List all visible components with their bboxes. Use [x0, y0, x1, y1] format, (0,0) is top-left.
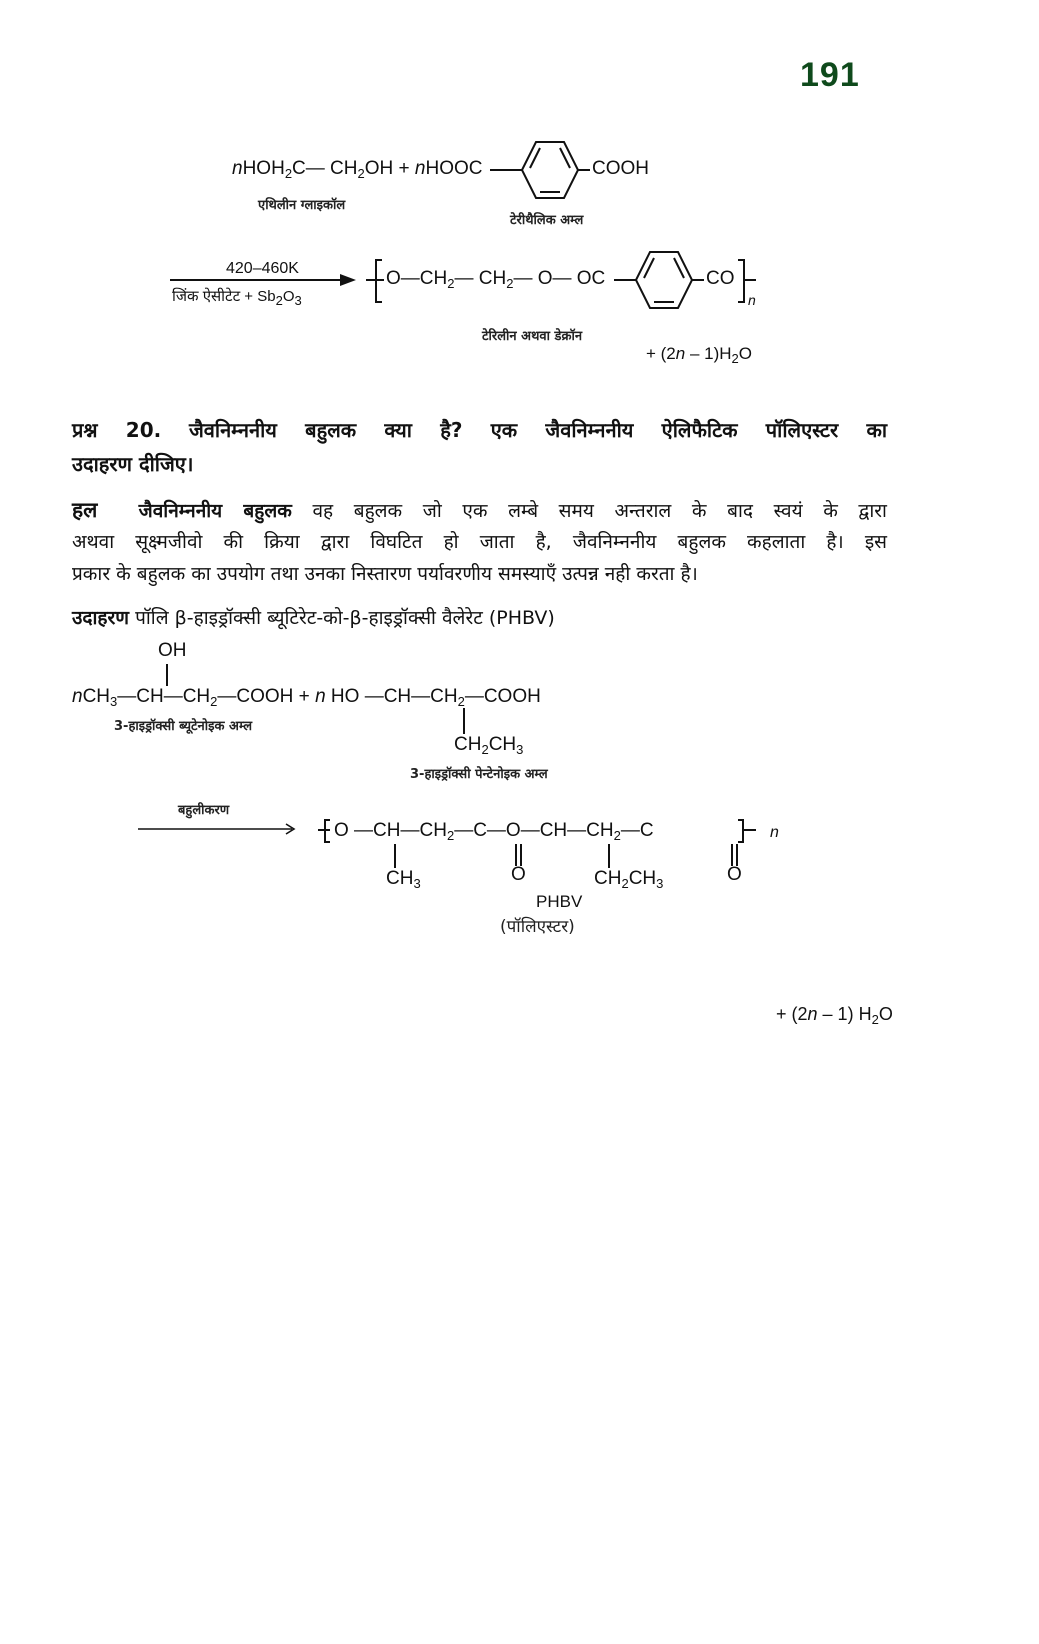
question-line-1: प्रश्न 20. जैवनिम्ननीय बहुलक क्या है? एक जैवनिम्ननीय ऐलिफैटिक पॉलिएस्टर का — [72, 418, 888, 442]
answer-line-3: प्रकार के बहुलक का उपयोग तथा उनका निस्तारण पर्यावरणीय समस्याएँ उत्पन्न नही करता है। — [72, 563, 698, 585]
example-line: उदाहरण पॉलि β-हाइड्रॉक्सी ब्यूटिरेट-को-β-हाइड्रॉक्सी वैलेरेट (PHBV) — [72, 607, 555, 629]
open-bracket-icon — [318, 818, 332, 846]
answer-term: जैवनिम्ननीय बहुलक — [138, 500, 292, 522]
label-polyester: (पॉलिएस्टर) — [500, 917, 575, 937]
bond-line-icon — [393, 844, 397, 868]
answer-line-2: अथवा सूक्ष्मजीवो की क्रिया द्वारा विघटित हो जाता है, जैवनिम्ननीय बहुलक कहलाता है। इस — [72, 531, 887, 553]
byproduct-water: + (2n – 1) $H_2O$ — [776, 1004, 893, 1027]
question-label: प्रश्न 20. — [72, 418, 162, 442]
page-number: 191 — [800, 56, 860, 94]
answer-label: हल — [72, 498, 98, 522]
bond-line-icon — [607, 844, 611, 868]
cooh-group: COOH — [592, 158, 649, 179]
phbv-chain: O $—CH—CH_2—C—O—CH—CH_2—C$ — [334, 820, 654, 843]
example-label: उदाहरण — [72, 607, 130, 629]
question-line-2: उदाहरण दीजिए। — [72, 452, 194, 476]
reactant-3-hydroxybutanoic-acid: $nCH_3—CH—CH_2—COOH + n$ HO $—CH—CH_2—COOH$ — [72, 686, 541, 709]
ethyl-branch: $CH_2CH_3$ — [454, 734, 524, 757]
hydroxyl-group: OH — [158, 640, 187, 661]
double-bond-icon — [731, 844, 739, 866]
label-ethylene-glycol: एथिलीन ग्लाइकॉल — [258, 198, 346, 213]
double-bond-icon — [515, 844, 523, 866]
open-bracket-icon — [366, 258, 386, 306]
answer-line-1: हल जैवनिम्ननीय बहुलक वह बहुलक जो एक लम्बे समय अन्तराल के बाद स्वयं के द्वारा — [72, 498, 887, 522]
byproduct-water: + $(2n - 1)H_2O$ — [646, 344, 753, 366]
reaction-arrow-icon — [138, 822, 298, 836]
condition-temperature: 420–460K — [226, 260, 299, 277]
label-polymerisation: बहुलीकरण — [178, 803, 230, 818]
bond-line-icon — [165, 664, 169, 686]
ethyl-branch-product: $CH_2CH_3$ — [594, 868, 664, 891]
close-bracket-icon — [736, 818, 758, 846]
bond-line-icon — [462, 708, 466, 734]
label-3-hydroxypentanoic-acid: 3-हाइड्रॉक्सी पेन्टेनोइक अम्ल — [410, 767, 548, 782]
carbonyl-group: CO — [706, 268, 735, 289]
repeat-n: n — [748, 292, 756, 308]
label-terylene: टेरिलीन अथवा डेक्रॉन — [482, 329, 583, 344]
reactant-ethylene-glycol: nHOH$_2$C— $CH_2OH$ + nHOOC — [232, 158, 483, 181]
repeat-n: n — [770, 824, 779, 841]
carbonyl-oxygen-2: O — [727, 864, 742, 885]
carbonyl-oxygen-1: O — [511, 864, 526, 885]
methyl-branch: $CH_3$ — [386, 868, 421, 891]
terylene-chain: $O—CH_2—$ $CH_2—$ O— OC — [386, 268, 606, 291]
condition-catalyst: जिंक ऐसीटेट + $Sb_2O_3$ — [172, 288, 302, 308]
label-terephthalic-acid: टेरीथैलिक अम्ल — [510, 213, 584, 228]
label-phbv: PHBV — [536, 892, 583, 911]
label-3-hydroxybutanoic-acid: 3-हाइड्रॉक्सी ब्यूटेनोइक अम्ल — [114, 719, 253, 734]
